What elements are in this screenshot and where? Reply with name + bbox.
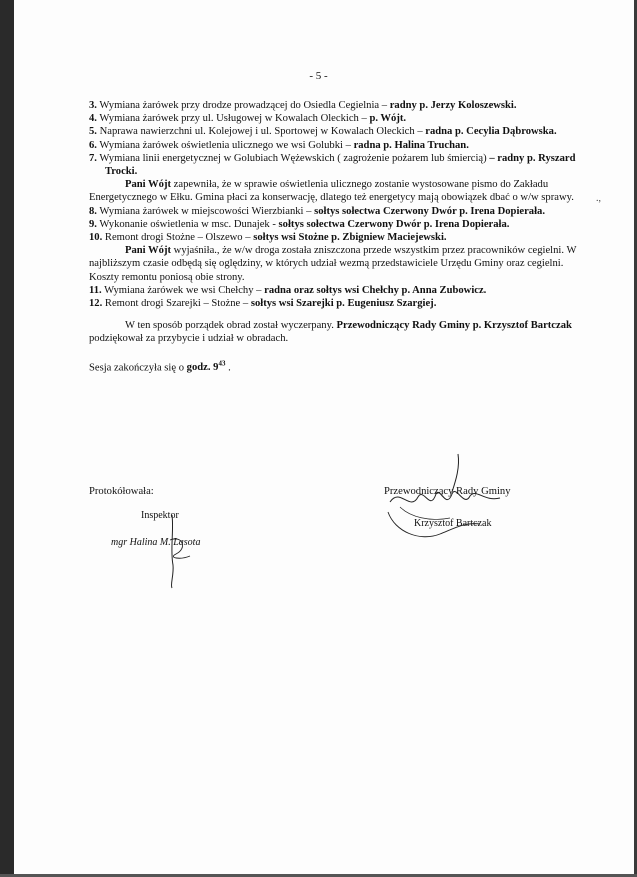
list-item: 11. Wymiana żarówek we wsi Chełchy – radna oraz sołtys wsi Chełchy p. Anna Zubowicz. (89, 284, 487, 296)
list-item: 12. Remont drogi Szarejki – Stożne – sołtys wsi Szarejki p. Eugeniusz Szargiej. (89, 298, 437, 310)
recorder-label: Protokółowała: (89, 486, 154, 497)
list-item: 9. Wykonanie oświetlenia w msc. Dunajek - sołtys sołectwa Czerwony Dwór p. Irena Dopierała. (89, 218, 510, 230)
margin-mark: ., (596, 193, 601, 204)
recorder-title: Inspektor (141, 510, 179, 521)
handwritten-signature-right (380, 452, 510, 542)
list-item: 8. Wymiana żarówek w miejscowości Wierzbianki – sołtys sołectwa Czerwony Dwór p. Irena Dopierała. (89, 205, 545, 217)
list-item: 3. Wymiana żarówek przy drodze prowadzącej do Osiedla Cegielnia – radny p. Jerzy Koloszewski. (89, 100, 517, 111)
document-body (89, 99, 579, 374)
chairman-label: Przewodniczący Rady Gminy (384, 486, 511, 497)
list-item: 10. Remont drogi Stożne – Olszewo – sołtys wsi Stożne p. Zbigniew Maciejewski. (89, 232, 447, 244)
items-list-1 (89, 99, 579, 178)
paragraph-wojt-2: Pani Wójt wyjaśniła., że w/w droga została zniszczona przede wszystkim przez pracowników cegielni. W najbliższym czasie odbędą się oględziny, w których udział wezmą przedstawiciele Urzędu Gminy oraz cegielni. Koszty remontu poniosą obie strony. (89, 245, 577, 283)
list-item: 5. Naprawa nawierzchni ul. Kolejowej i ul. Sportowej w Kowalach Oleckich – radna p. Cecylia Dąbrowska. (89, 126, 557, 138)
closing-paragraph: W ten sposób porządek obrad został wyczerpany. Przewodniczący Rady Gminy p. Krzysztof Bartczak podziękował za przybycie i udział w obradach. (89, 320, 572, 345)
chairman-name: Krzysztof Bartczak (414, 518, 492, 529)
recorder-name: mgr Halina M. Lasota (111, 537, 201, 548)
items-list-2 (89, 205, 579, 245)
items-list-3 (89, 284, 579, 310)
paragraph-wojt-1: Pani Wójt zapewniła, że w sprawie oświetlenia ulicznego zostanie wystosowane pismo do Zakładu Energetycznego w Ełku. Gmina płaci za konserwację, dlatego też energetycy mają obowiązek dbać o w/w sprawy. (89, 179, 574, 204)
list-item: 6. Wymiana żarówek oświetlenia ulicznego we wsi Golubki – radna p. Halina Truchan. (89, 139, 469, 151)
session-end: Sesja zakończyła się o godz. $9^{43}$ . (89, 359, 231, 374)
page-number: - 5 - (309, 70, 328, 82)
handwritten-signature-left (160, 510, 200, 590)
scan-edge-left (0, 0, 14, 877)
list-item: 4. Wymiana żarówek przy ul. Usługowej w Kowalach Oleckich – p. Wójt. (89, 113, 407, 125)
list-item: 7. Wymiana linii energetycznej w Golubiach Wężewskich ( zagrożenie pożarem lub śmiercią) – radny p. Ryszard Trocki. (89, 152, 576, 178)
